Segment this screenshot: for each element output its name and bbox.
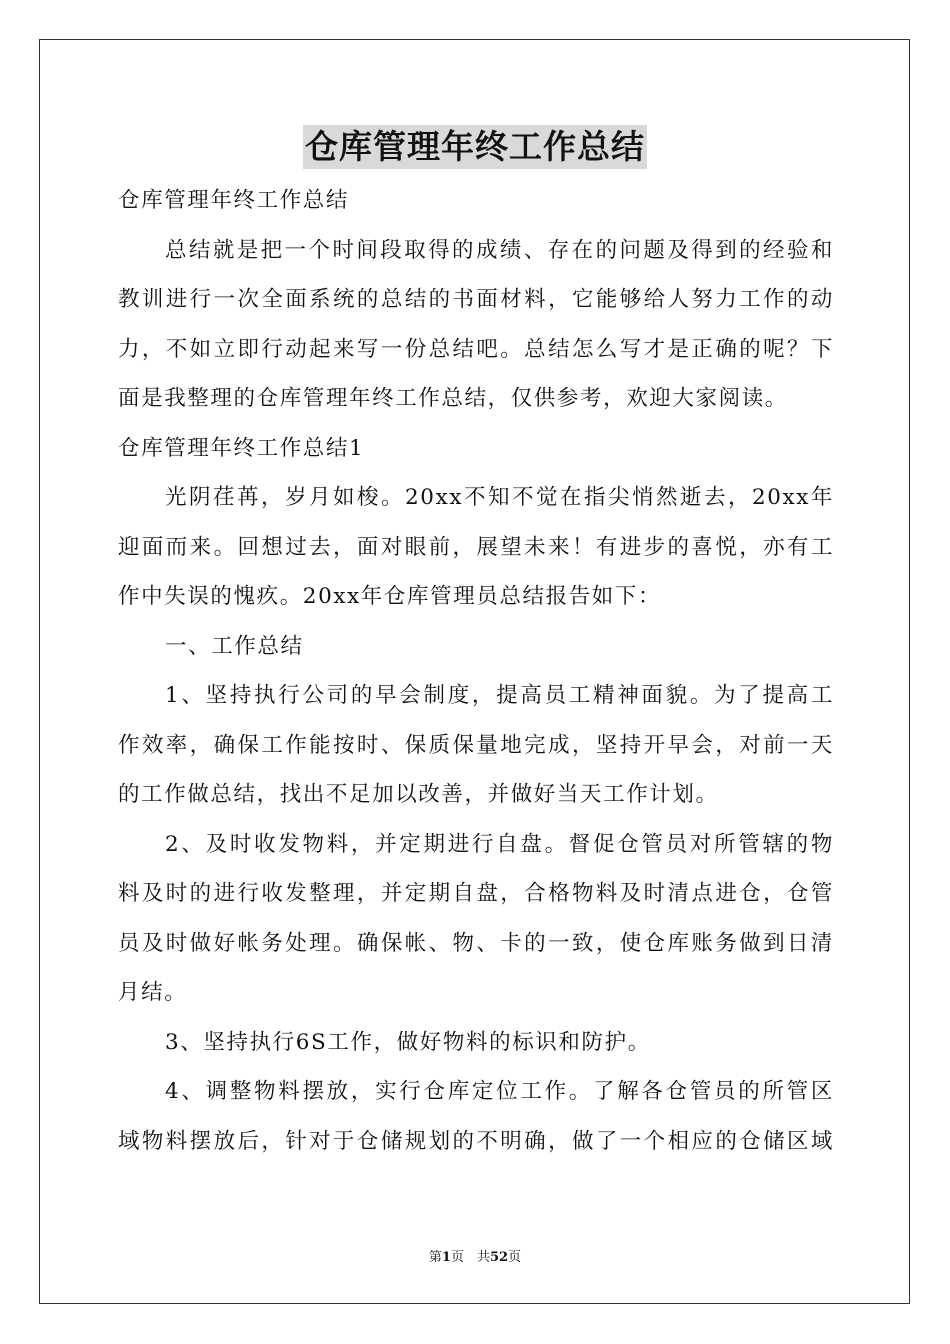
text-line: 2、及时收发物料，并定期进行自盘。督促仓管员对所管辖的物 (165, 831, 834, 857)
text-line: 教训进行一次全面系统的总结的书面材料，它能够给人努力工作的动 (118, 287, 834, 312)
text-line: 面是我整理的仓库管理年终工作总结，仅供参考，欢迎大家阅读。 (118, 386, 788, 411)
title-container (0, 125, 950, 169)
text-line: 光阴荏苒，岁月如梭。20xx不知不觉在指尖悄然逝去，20xx年 (165, 485, 834, 510)
text-line: 作效率，确保工作能按时、保质保量地完成，坚持开早会，对前一天 (118, 732, 834, 758)
document-title: 仓库管理年终工作总结 (303, 125, 647, 169)
text-line: 的工作做总结，找出不足加以改善，并做好当天工作计划。 (118, 782, 719, 807)
text-line: 一、工作总结 (165, 633, 304, 659)
footer-mid: 页 共 (450, 1250, 490, 1265)
footer-current-page: 1 (441, 1250, 451, 1265)
text-line: 迎面而来。回想过去，面对眼前，展望未来！有进步的喜悦，亦有工 (118, 534, 834, 560)
text-line: 4、调整物料摆放，实行仓库定位工作。了解各仓管员的所管区 (165, 1079, 834, 1104)
text-line: 1、坚持执行公司的早会制度，提高员工精神面貌。为了提高工 (165, 683, 834, 708)
text-line: 料及时的进行收发整理，并定期自盘，合格物料及时清点进仓，仓管 (118, 881, 834, 906)
footer-suffix: 页 (508, 1250, 522, 1265)
text-line: 总结就是把一个时间段取得的成绩、存在的问题及得到的经验和 (165, 237, 834, 263)
footer-prefix: 第 (428, 1250, 442, 1265)
text-line: 力，不如立即行动起来写一份总结吧。总结怎么写才是正确的呢？下 (118, 336, 834, 362)
text-line: 域物料摆放后，针对于仓储规划的不明确，做了一个相应的仓储区域 (118, 1128, 834, 1154)
text-line: 仓库管理年终工作总结 (118, 188, 350, 213)
document-body (118, 176, 834, 1166)
text-line: 作中失误的愧疚。20xx年仓库管理员总结报告如下： (118, 584, 662, 609)
footer-total-pages: 52 (489, 1250, 509, 1265)
text-line: 月结。 (118, 980, 188, 1005)
text-line: 3、坚持执行6S工作，做好物料的标识和防护。 (165, 1029, 651, 1055)
page-footer (0, 1246, 950, 1265)
text-line: 仓库管理年终工作总结1 (118, 435, 365, 461)
text-line: 员及时做好帐务处理。确保帐、物、卡的一致，使仓库账务做到日清 (118, 930, 834, 956)
